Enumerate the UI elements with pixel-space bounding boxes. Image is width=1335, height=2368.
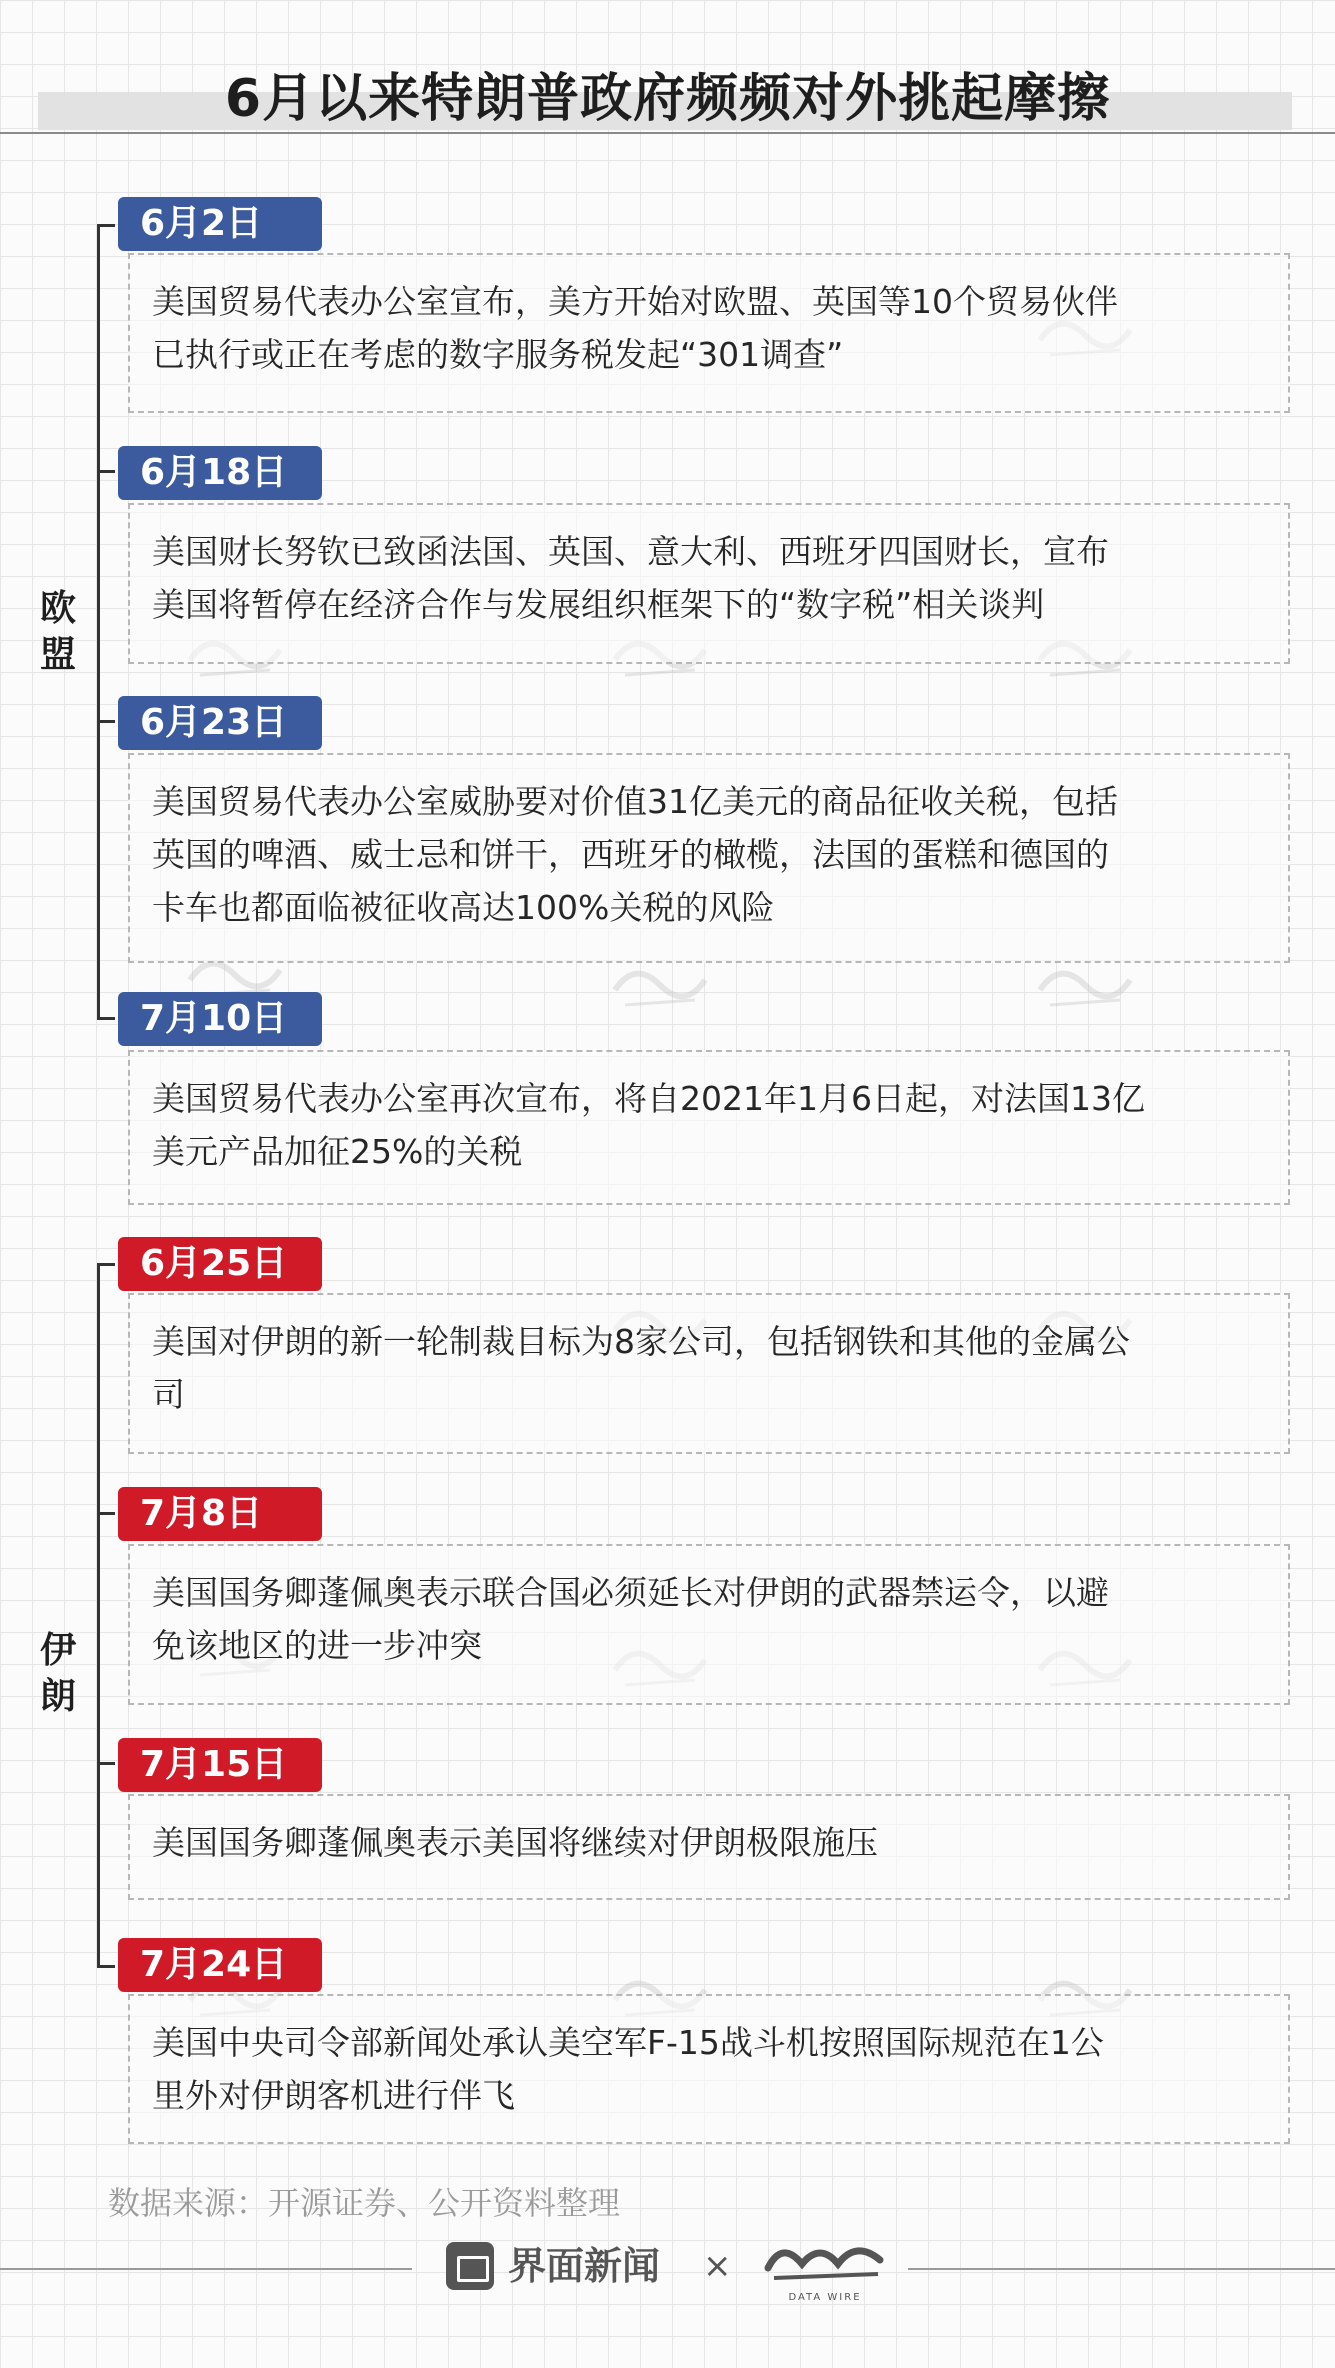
date-tag: 7月8日 <box>118 1487 322 1541</box>
datawire-logo <box>760 2230 890 2310</box>
bracket-tick <box>97 720 115 723</box>
jiemian-logo-icon <box>446 2242 494 2290</box>
event-card: 美国贸易代表办公室宣布，美方开始对欧盟、英国等10个贸易伙伴 已执行或正在考虑的数字服务税发起“301调查” <box>128 253 1290 413</box>
bracket-tick <box>97 1512 115 1515</box>
footer-divider-left <box>0 2268 412 2270</box>
datawire-sub: DATA WIRE <box>788 2292 862 2303</box>
date-tag: 7月15日 <box>118 1738 322 1792</box>
event-card: 美国对伊朗的新一轮制裁目标为8家公司，包括钢铁和其他的金属公 司 <box>128 1293 1290 1454</box>
collab-times: × <box>703 2246 732 2286</box>
group-label-eu: 欧 盟 <box>39 588 76 675</box>
date-tag: 7月10日 <box>118 992 322 1046</box>
bracket-tick <box>97 470 115 473</box>
date-tag: 6月2日 <box>118 197 322 251</box>
page-title: 6月以来特朗普政府频频对外挑起摩擦 <box>224 69 1111 129</box>
title-divider <box>0 132 1335 134</box>
brand-jiemian: 界面新闻 <box>508 2244 661 2288</box>
footer-divider-right <box>908 2268 1335 2270</box>
data-source: 数据来源：开源证券、公开资料整理 <box>108 2184 621 2222</box>
bracket-tick <box>97 1762 115 1765</box>
event-card: 美国贸易代表办公室威胁要对价值31亿美元的商品征收关税，包括 英国的啤酒、威士忌和饼干，西班牙的橄榄，法国的蛋糕和德国的 卡车也都面临被征收高达100%关税的风险 <box>128 753 1290 963</box>
date-tag: 6月18日 <box>118 446 322 500</box>
date-tag: 7月24日 <box>118 1938 322 1992</box>
event-card: 美国中央司令部新闻处承认美空军F-15战斗机按照国际规范在1公 里外对伊朗客机进行伴飞 <box>128 1994 1290 2144</box>
event-card: 美国国务卿蓬佩奥表示美国将继续对伊朗极限施压 <box>128 1794 1290 1900</box>
event-card: 美国国务卿蓬佩奥表示联合国必须延长对伊朗的武器禁运令，以避 免该地区的进一步冲突 <box>128 1544 1290 1705</box>
group-label-iran: 伊 朗 <box>39 1630 76 1717</box>
event-card: 美国贸易代表办公室再次宣布，将自2021年1月6日起，对法国13亿 美元产品加征25%的关税 <box>128 1050 1290 1205</box>
date-tag: 6月23日 <box>118 696 322 750</box>
date-tag: 6月25日 <box>118 1237 322 1291</box>
event-card: 美国财长努钦已致函法国、英国、意大利、西班牙四国财长，宣布 美国将暂停在经济合作与发展组织框架下的“数字税”相关谈判 <box>128 503 1290 664</box>
timeline-bracket-eu <box>97 224 115 1020</box>
timeline-bracket-iran <box>97 1263 115 1968</box>
